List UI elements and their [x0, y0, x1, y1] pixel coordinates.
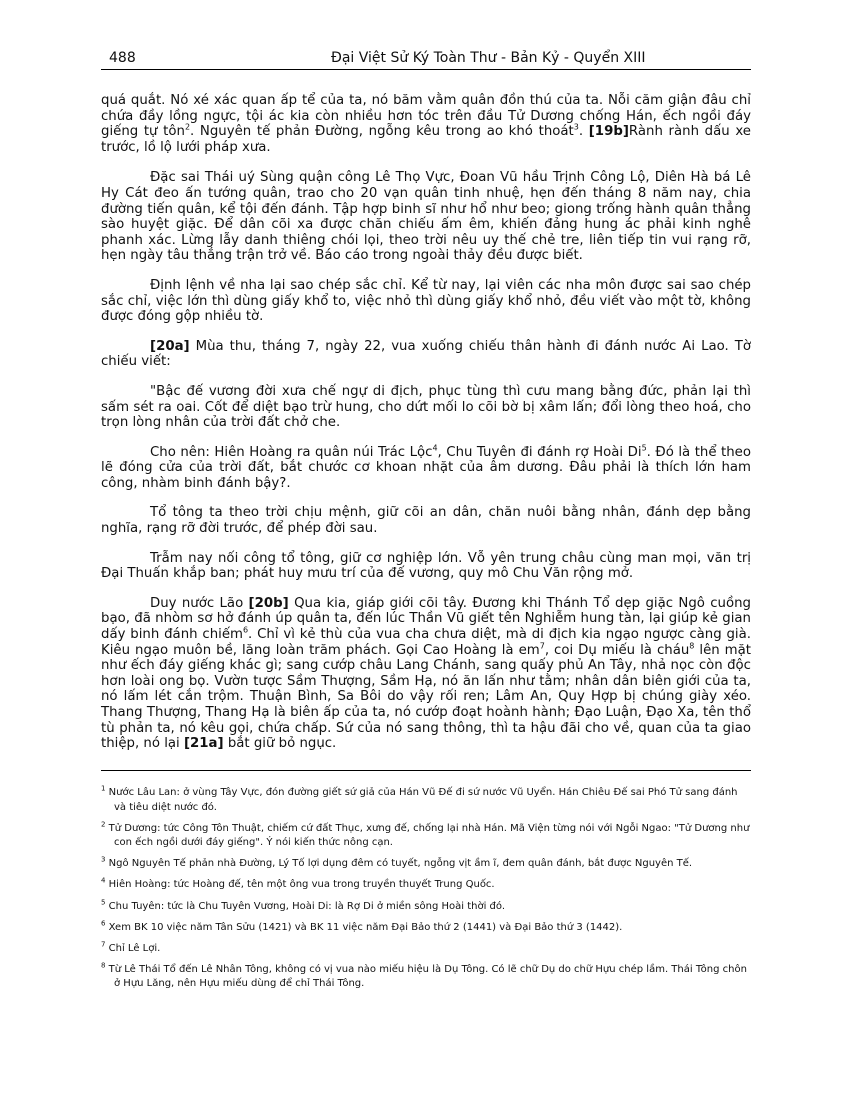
- text-run: , Chu Tuyên đi đánh rợ Hoài Di: [437, 444, 642, 460]
- folio-marker: [19b]: [588, 124, 629, 140]
- folio-marker: [21a]: [183, 736, 224, 752]
- paragraph: [101, 596, 751, 752]
- footnote-ref: 6: [242, 625, 249, 635]
- footnote: [101, 822, 751, 851]
- text-run: , coi Dụ miếu là cháu: [544, 642, 690, 658]
- footnote-number: 5: [101, 898, 106, 907]
- text-run: . Chỉ vì kẻ thù của vua cha chưa diệt, mà di địch kia ngạo ngược càng già. Kiêu ngạo muôn bề, lăng loàn trăm phách. Gọi Cao Hoàng là em: [101, 627, 751, 658]
- footnote-number: 7: [101, 940, 106, 949]
- text-run: "Bậc đế vương đời xưa chế ngự di địch, phục tùng thì cưu mang bằng đức, phản lại thì sấm sét ra oai. Cốt để diệt bạo trừ hung, cho dứt mối lo cõi bờ bị xâm lấn; đổi lòng theo hoá, cho trọn lòng nhân của trời đất chở che.: [101, 383, 751, 431]
- text-run: Định lệnh về nha lại sao chép sắc chỉ. Kể từ nay, lại viên các nha môn được sai sao chép sắc chỉ, việc lớn thì dùng giấy khổ to, việc nhỏ thì dùng giấy khổ nhỏ, đều viết vào một tờ, không được đóng gộp nhiều tờ.: [101, 277, 751, 325]
- footnote: [101, 786, 751, 815]
- text-run: Qua kia, giáp giới cõi tây. Đương khi Thánh Tổ dẹp giặc Ngô cuồng bạo, đã nhòm sơ hở đánh úp quân ta, đến lúc Thần Vũ giết tên Nghiễm hung tàn, lại giúp kẻ gian dấy binh đánh chiếm: [101, 595, 751, 643]
- footnote: [101, 878, 751, 893]
- footnote: [101, 921, 751, 936]
- footnote: [101, 942, 751, 957]
- folio-marker: [20a]: [150, 338, 190, 354]
- footnote-text: Từ Lê Thái Tổ đến Lê Nhân Tông, không có vị vua nào miếu hiệu là Dụ Tông. Có lẽ chữ Dụ do chữ Hựu chép lầm. Thái Tông chôn ở Hựu Lăng, nên Hựu miếu dùng để chỉ Thái Tông.: [108, 963, 747, 990]
- footnote-ref: 7: [539, 641, 545, 651]
- text-run: . Đó là thể theo lẽ đóng cửa của trời đất, bắt chước cơ khoan nhặt của âm dương. Đâu phải là thích lớn ham công, nhàm binh đánh bậy?.: [101, 444, 751, 491]
- text-run: quá quắt. Nó xé xác quan ấp tể của ta, nó băm vằm quân đồn thú của ta. Nỗi căm giận đâu chỉ chứa đầy lồng ngực, tội ác kia còn nhiều hơn tóc trên đầu Tử Dương chống Hán, ếch ngồi đáy giếng tự tôn: [101, 93, 751, 140]
- text-run: Trẫm nay nối công tổ tông, giữ cơ nghiệp lớn. Vỗ yên trung châu cùng man mọi, văn trị Đại Thuấn khắp ban; phát huy mưu trí của đế vương, quy mô Chu Văn rộng mở.: [101, 550, 751, 582]
- footnote: [101, 900, 751, 915]
- footnote: [101, 857, 751, 872]
- paragraph: [101, 339, 751, 370]
- paragraph: [101, 93, 751, 155]
- footnotes: [101, 786, 751, 999]
- footnote-divider: [101, 770, 751, 771]
- footnote-number: 6: [101, 919, 106, 928]
- paragraph: [101, 445, 751, 492]
- footnote: [101, 963, 751, 992]
- main-text: [101, 93, 751, 766]
- paragraph: [101, 170, 751, 264]
- text-run: Tổ tông ta theo trời chịu mệnh, giữ cõi an dân, chăn nuôi bằng nhân, đánh dẹp bằng nghĩa, rạng rỡ đời trước, để phép đời sau.: [101, 505, 751, 537]
- text-run: Cho nên: Hiên Hoàng ra quân núi Trác Lộc: [150, 444, 433, 460]
- folio-marker: [20b]: [248, 595, 289, 611]
- text-run: Rành rành dấu xe trước, lồ lộ lưới pháp xưa.: [101, 124, 751, 155]
- footnote-ref: 2: [184, 122, 191, 132]
- page-number: 488: [109, 50, 136, 66]
- text-run: lên mặt như ếch đáy giếng khác gì; sang cướp châu Lang Chánh, sang quấy phủ An Tây, nhả nọc còn độc hơn loài ong bọ. Vườn tược Sầm Thượng, Sầm Hạ, nó ăn lấn như tằm; nhân dân biên giới của ta, nó lấm lét cắn trộm. Thuận Bình, Sa Bôi do vậy rối ren; Lâm An, Quy Hợp bị chúng giày xéo. Thang Thượng, Thang Hạ là biên ấp của ta, nó cướp đoạt hoành hành; Đạo Luận, Đạo Xa, tên thổ tù phản ta, nó kêu gọi, chứa chấp. Sứ của nó sang thông, thì ta hậu đãi cho về, quan của ta giao thiệp, nó lại: [101, 642, 751, 752]
- text-run: . Nguyên tế phản Đường, ngỗng kêu trong ao khó thoát: [190, 124, 574, 140]
- footnote-number: 4: [101, 877, 106, 886]
- footnote-ref: 8: [689, 641, 695, 651]
- text-run: Đặc sai Thái uý Sùng quận công Lê Thọ Vực, Đoan Vũ hầu Trịnh Công Lộ, Diên Hà bá Lê Hy Cát đeo ấn tướng quân, trao cho 20 vạn quân tinh nhuệ, hẹn đến tháng 8 năm nay, chia đường tiến quân, kể tội đến đánh. Tập hợp binh sĩ như hổ như beo; giong trống hành quân thẳng sào huyệt giặc. Để dân cõi xa được chăn chiếu ấm êm, khiến đảng hung ác phải kinh nghê phanh xác. Lừng lẫy danh thiêng chói lọi, theo trời nêu uy thế chẻ tre, liên tiếp tin vui rạng rỡ, hẹn ngày tâu thắng trận trở về. Báo cáo trong ngoài thảy đều được biết.: [101, 170, 751, 264]
- paragraph: [101, 505, 751, 536]
- footnote-number: 3: [101, 856, 106, 865]
- text-run: bắt giữ bỏ ngục.: [223, 736, 337, 752]
- footnote-number: 8: [101, 961, 106, 970]
- footnote-text: Chỉ Lê Lợi.: [108, 942, 161, 954]
- paragraph: [101, 278, 751, 325]
- footnote-text: Ngô Nguyên Tế phản nhà Đường, Lý Tố lợi dụng đêm có tuyết, ngỗng vịt ầm ĩ, đem quân đánh, bắt được Nguyên Tế.: [108, 858, 693, 870]
- footnote-ref: 4: [432, 443, 438, 453]
- footnote-text: Xem BK 10 việc năm Tân Sửu (1421) và BK 11 việc năm Đại Bảo thứ 2 (1441) và Đại Bảo thứ 3 (1442).: [108, 921, 623, 933]
- footnote-text: Tử Dương: tức Công Tôn Thuật, chiếm cứ đất Thục, xưng đế, chống lại nhà Hán. Mã Viện từng nói với Ngỗi Ngao: "Tử Dương như con ếch ngồi dưới đáy giếng". Ý nói kiến thức nông cạn.: [108, 822, 750, 849]
- text-run: Duy nước Lão: [150, 595, 249, 611]
- paragraph: [101, 551, 751, 582]
- footnote-ref: 3: [573, 122, 579, 132]
- paragraph: [101, 384, 751, 431]
- page-header: [101, 47, 751, 70]
- footnote-ref: 5: [641, 443, 647, 453]
- running-title: Đại Việt Sử Ký Toàn Thư - Bản Kỷ - Quyển XIII: [331, 50, 646, 66]
- text-run: Mùa thu, tháng 7, ngày 22, vua xuống chiếu thân hành đi đánh nước Ai Lao. Tờ chiếu viết:: [101, 338, 751, 370]
- text-run: .: [578, 124, 589, 140]
- footnote-text: Chu Tuyên: tức là Chu Tuyên Vương, Hoài Di: là Rợ Di ở miền sông Hoài thời đó.: [108, 900, 506, 912]
- footnote-number: 2: [101, 820, 106, 829]
- footnote-number: 1: [101, 784, 106, 793]
- footnote-text: Hiên Hoàng: tức Hoàng đế, tên một ông vua trong truyền thuyết Trung Quốc.: [108, 879, 495, 891]
- footnote-text: Nước Lâu Lan: ở vùng Tây Vực, đón đường giết sứ giả của Hán Vũ Đế đi sứ nước Vũ Uyển. Hán Chiêu Đế sai Phó Tử sang đánh và tiêu diệt nước đó.: [108, 787, 738, 813]
